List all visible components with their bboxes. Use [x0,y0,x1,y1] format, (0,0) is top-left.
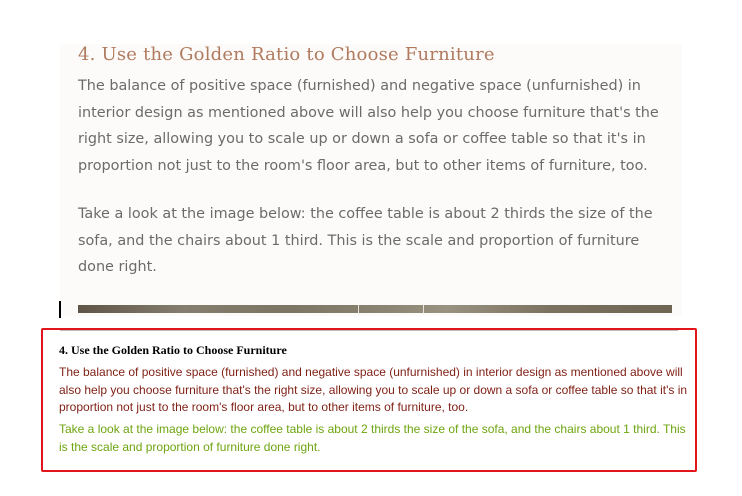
preview-paragraph-1: The balance of positive space (furnished) and negative space (unfurnished) in interior design as mentioned above will also help you choose furniture that's the right size, allowing you to scale up or down a sofa or coffee table so that it's in proportion not just to the room's floor area, but to other items of furniture, too. [59,365,688,414]
furniture-image [78,305,672,313]
image-divider [423,305,424,313]
article-paragraph-2: Take a look at the image below: the coffee table is about 2 thirds the size of the sofa, and the chairs about 1 third. This is the scale and proportion of furniture done right. [78,206,653,275]
preview-heading: 4. Use the Golden Ratio to Choose Furniture [59,343,287,357]
image-divider [358,305,359,313]
text-cursor [59,301,61,318]
article-heading: 4. Use the Golden Ratio to Choose Furniture [78,44,495,65]
article-paragraph-1: The balance of positive space (furnished) and negative space (unfurnished) in interior design as mentioned above will also help you choose furniture that's the right size, allowing you to scale up or down a sofa or coffee table so that it's in proportion not just to the room's floor area, but to other items of furniture, too. [78,78,659,174]
preview-paragraph-2: Take a look at the image below: the coffee table is about 2 thirds the size of the sofa, and the chairs about 1 third. This is the scale and proportion of furniture done right. [59,422,686,454]
article-section [60,44,682,316]
